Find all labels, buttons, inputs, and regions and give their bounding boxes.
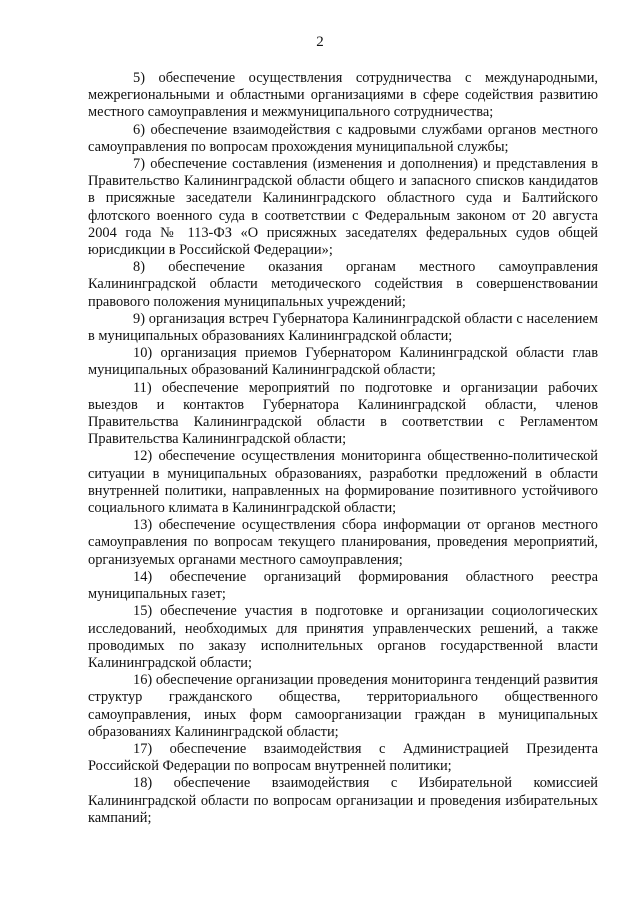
paragraph-item-17: 17) обеспечение взаимодействия с Администрацией Президента Российской Федерации по вопросам внутренней политики; (88, 740, 598, 775)
paragraph-item-14: 14) обеспечение организаций формирования областного реестра муниципальных газет; (88, 568, 598, 603)
paragraph-item-13: 13) обеспечение осуществления сбора информации от органов местного самоуправления по вопросам текущего планирования, проведения мероприятий, организуемых органами местного самоуправления; (88, 517, 598, 568)
paragraph-item-6: 6) обеспечение взаимодействия с кадровыми службами органов местного самоуправления по вопросам прохождения муниципальной службы; (88, 121, 598, 155)
paragraph-item-10: 10) организация приемов Губернатором Калининградской области глав муниципальных образований Калининградской области; (88, 345, 598, 379)
paragraph-item-16: 16) обеспечение организации проведения мониторинга тенденций развития структур гражданского общества, территориального общественного самоуправления, иных форм самоорганизации граждан в муниципальных образованиях Калининградской области; (88, 672, 598, 740)
paragraph-item-8: 8) обеспечение оказания органам местного самоуправления Калининградской области методического содействия в совершенствовании правового положения муниципальных учреждений; (88, 259, 598, 310)
paragraph-item-5: 5) обеспечение осуществления сотрудничества с международными, межрегиональными и областными организациями в сфере содействия развитию местного самоуправления и межмуниципального сотрудничества; (88, 70, 598, 121)
paragraph-item-7: 7) обеспечение составления (изменения и дополнения) и представления в Правительство Калининградской области общего и запасного списков кандидатов в присяжные заседатели Калининградского областного суда и Балтийского флотского военного суда в соответствии с Федеральным законом от 20 августа 2004 года № 113-ФЗ «О присяжных заседателях федеральных судов общей юрисдикции в Российской Федерации»; (88, 156, 598, 259)
paragraph-item-15: 15) обеспечение участия в подготовке и организации социологических исследований, необходимых для принятия управленческих решений, а также проводимых по заказу исполнительных органов государственной власти Калининградской области; (88, 603, 598, 671)
paragraph-item-12: 12) обеспечение осуществления мониторинга общественно-политической ситуации в муниципальных образованиях, разработки предложений в области внутренней политики, направленных на формирование позитивного устойчивого социального климата в Калининградской области; (88, 448, 598, 517)
paragraph-item-9: 9) организация встреч Губернатора Калининградской области с населением в муниципальных образованиях Калининградской области; (88, 310, 598, 345)
paragraph-item-18: 18) обеспечение взаимодействия с Избирательной комиссией Калининградской области по вопросам организации и проведения избирательных кампаний; (88, 775, 598, 826)
paragraph-item-11: 11) обеспечение мероприятий по подготовке и организации рабочих выездов и контактов Губернатора Калининградской области, членов Правительства Калининградской области в соответствии с Регламентом Правительства Калининградской области; (88, 379, 598, 448)
page-number: 2 (316, 34, 324, 50)
body-text (88, 70, 598, 827)
